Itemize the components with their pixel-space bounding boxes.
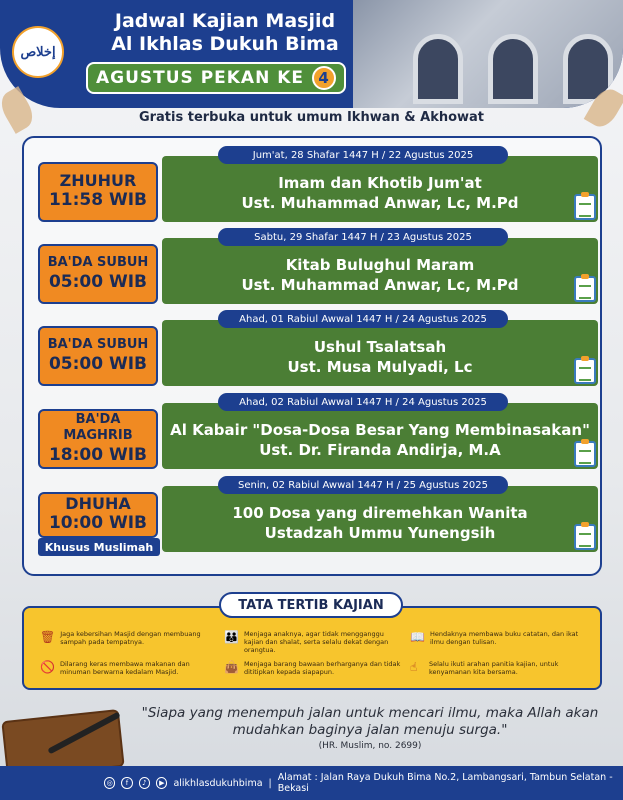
time-label: BA'DA MAGHRIB <box>63 412 133 443</box>
schedule-row <box>38 146 598 222</box>
hadith-source: (HR. Muslim, no. 2699) <box>318 741 422 751</box>
footer <box>0 766 623 800</box>
kajian-title: Ushul Tsalatsah <box>313 337 447 356</box>
footer-separator: | <box>268 777 272 789</box>
kajian-box <box>162 486 598 552</box>
mosque-logo <box>12 26 64 78</box>
time-label: ZHUHUR <box>59 171 137 190</box>
rule-text: Menjaga anaknya, agar tidak mengganggu kajian dan shalat, serta selalu dekat dengan orangtua. <box>243 630 389 654</box>
clipboard-icon <box>574 276 596 302</box>
mosque-building-image <box>353 0 623 108</box>
clipboard-icon <box>574 194 596 220</box>
title-line-1: Jadwal Kajian Masjid <box>114 10 336 32</box>
kajian-title: Al Kabair "Dosa-Dosa Besar Yang Membinasakan" <box>170 420 590 439</box>
family-icon: 👪 <box>224 630 239 644</box>
date-pill: Senin, 02 Rabiul Awwal 1447 H / 25 Agustus 2025 <box>218 476 508 494</box>
youtube-icon[interactable]: ▶ <box>156 777 167 789</box>
kajian-box <box>162 403 598 469</box>
clipboard-icon <box>574 358 596 384</box>
week-label: AGUSTUS PEKAN KE <box>95 68 305 88</box>
time-label: DHUHA <box>65 494 131 513</box>
rule-item <box>224 660 404 676</box>
rule-item <box>40 630 220 646</box>
date-pill: Ahad, 01 Rabiul Awwal 1447 H / 24 Agustus 2025 <box>218 310 508 328</box>
time-value: 11:58 WIB <box>48 190 148 210</box>
time-label: BA'DA SUBUH <box>47 337 149 352</box>
ustadz-name: Ust. Muhammad Anwar, Lc, M.Pd <box>241 193 519 212</box>
time-box <box>38 492 158 538</box>
kajian-title: 100 Dosa yang diremehkan Wanita <box>232 503 528 522</box>
book-icon: 📖 <box>410 630 425 644</box>
kajian-title: Imam dan Khotib Jum'at <box>278 173 482 192</box>
schedule-row <box>38 310 598 386</box>
clipboard-icon <box>574 441 596 467</box>
no-food-icon: 🚫 <box>40 660 55 674</box>
social-handle[interactable]: alikhlasdukuhbima <box>173 777 263 789</box>
kajian-box <box>162 320 598 386</box>
kajian-box <box>162 156 598 222</box>
header-title <box>95 10 355 56</box>
rule-text: Dilarang keras membawa makanan dan minuman berwarna kedalam Masjid. <box>59 660 190 676</box>
time-box <box>38 162 158 222</box>
facebook-icon[interactable]: f <box>121 777 132 789</box>
rule-text: Hendaknya membawa buku catatan, dan ikat ilmu dengan tulisan. <box>429 630 579 646</box>
date-pill: Jum'at, 28 Shafar 1447 H / 22 Agustus 2025 <box>218 146 508 164</box>
time-value: 05:00 WIB <box>48 272 148 292</box>
muslimah-badge: Khusus Muslimah <box>38 538 160 556</box>
time-label: BA'DA SUBUH <box>47 255 149 270</box>
clipboard-icon <box>574 524 596 550</box>
time-value: 05:00 WIB <box>48 354 148 374</box>
schedule-row <box>38 393 598 469</box>
rule-text: Menjaga barang bawaan berharganya dan tidak dititipkan kepada siapapun. <box>243 660 401 676</box>
address: Alamat : Jalan Raya Dukuh Bima No.2, Lambangsari, Tambun Selatan - Bekasi <box>277 772 613 794</box>
tiktok-icon[interactable]: ♪ <box>139 777 150 789</box>
bag-icon: 👜 <box>224 660 239 674</box>
rules-title: TATA TERTIB KAJIAN <box>219 592 403 618</box>
date-pill: Sabtu, 29 Shafar 1447 H / 23 Agustus 2025 <box>218 228 508 246</box>
time-value: 10:00 WIB <box>48 513 148 533</box>
hand-icon: ☝ <box>410 660 418 674</box>
schedule-row <box>38 476 598 552</box>
logo-text: إخلاص <box>20 44 56 60</box>
ustadz-name: Ustadzah Ummu Yunengsih <box>264 523 496 542</box>
rule-text: Selalu ikuti arahan panitia kajian, untuk kenyamanan kita bersama. <box>429 660 559 676</box>
time-box <box>38 326 158 386</box>
rule-item <box>40 660 220 676</box>
ustadz-name: Ust. Muhammad Anwar, Lc, M.Pd <box>241 275 519 294</box>
ustadz-name: Ust. Dr. Firanda Andirja, M.A <box>259 440 501 459</box>
week-badge <box>86 62 346 94</box>
instagram-icon[interactable]: ◎ <box>104 777 115 789</box>
kajian-box <box>162 238 598 304</box>
subtitle: Gratis terbuka untuk umum Ikhwan & Akhowat <box>138 110 485 125</box>
rule-item <box>410 660 590 676</box>
schedule-row <box>38 228 598 304</box>
arch-window <box>488 34 538 104</box>
week-number: 4 <box>312 66 336 90</box>
time-box <box>38 244 158 304</box>
header-banner <box>0 0 623 108</box>
kajian-title: Kitab Bulughul Maram <box>285 255 475 274</box>
trash-icon: 🗑 <box>40 630 56 644</box>
rule-item <box>224 630 404 654</box>
ustadz-name: Ust. Musa Mulyadi, Lc <box>287 357 473 376</box>
time-value: 18:00 WIB <box>48 445 148 465</box>
rule-text: Jaga kebersihan Masjid dengan membuang sampah pada tempatnya. <box>60 630 201 646</box>
title-line-2: Al Ikhlas Dukuh Bima <box>111 33 339 55</box>
rules-box <box>22 606 602 690</box>
time-box <box>38 409 158 469</box>
date-pill: Ahad, 02 Rabiul Awwal 1447 H / 24 Agustus 2025 <box>218 393 508 411</box>
arch-window <box>413 34 463 104</box>
hadith-quote: "Siapa yang menempuh jalan untuk mencari ilmu, maka Allah akan mudahkan baginya jalan menuju surga." <box>141 705 599 738</box>
rule-item <box>410 630 590 646</box>
